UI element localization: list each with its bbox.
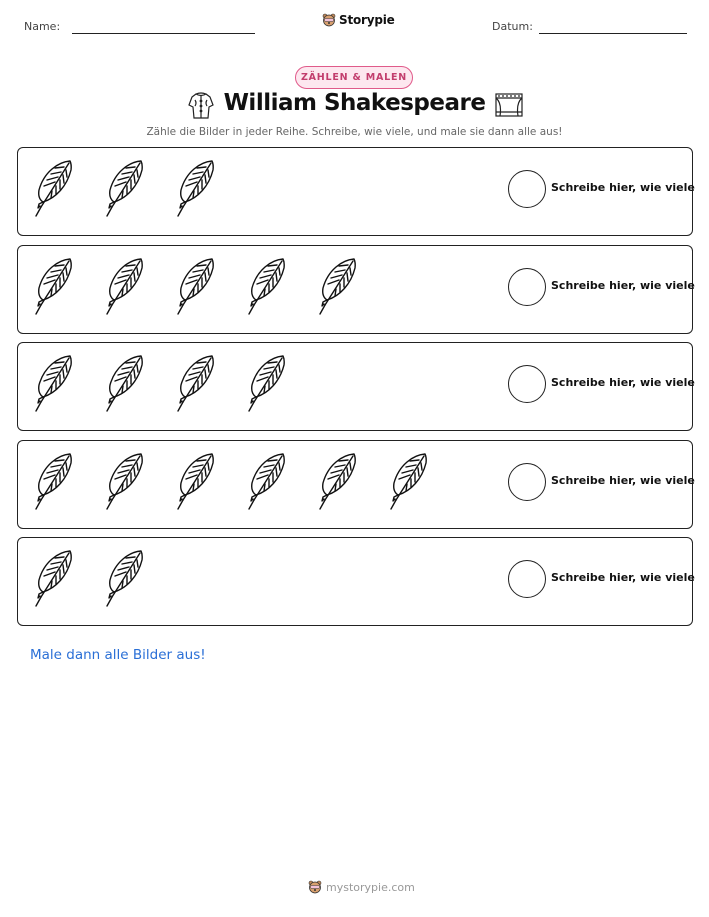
quill-feather-icon[interactable] xyxy=(243,256,287,316)
quill-feather-icon[interactable] xyxy=(30,158,74,218)
answer-label: Schreibe hier, wie viele xyxy=(551,376,695,389)
bear-mascot-icon xyxy=(322,13,336,27)
quill-feather-icon[interactable] xyxy=(172,256,216,316)
quill-feather-icon[interactable] xyxy=(385,451,429,511)
answer-label: Schreibe hier, wie viele xyxy=(551,278,695,292)
quill-feather-icon[interactable] xyxy=(243,451,287,511)
quill-feather-icon[interactable] xyxy=(243,353,287,413)
count-row-4 xyxy=(17,440,693,529)
date-label: Datum: xyxy=(492,20,533,33)
quill-feather-icon[interactable] xyxy=(30,548,74,608)
instructions: Zähle die Bilder in jeder Reihe. Schreibe, wie viele, und male sie dann alle aus! xyxy=(146,126,563,138)
quill-feather-icon[interactable] xyxy=(172,353,216,413)
count-row-1 xyxy=(17,147,693,236)
site-url: mystorypie.com xyxy=(326,880,415,894)
count-row-5 xyxy=(17,537,693,626)
answer-circle[interactable] xyxy=(508,365,546,403)
footer-instruction: Male dann alle Bilder aus! xyxy=(30,647,206,663)
date-line[interactable] xyxy=(539,33,687,34)
answer-circle[interactable] xyxy=(508,170,546,208)
answer-circle[interactable] xyxy=(508,268,546,306)
count-row-3 xyxy=(17,342,693,431)
quill-feather-icon[interactable] xyxy=(314,451,358,511)
answer-circle[interactable] xyxy=(508,560,546,598)
quill-feather-icon[interactable] xyxy=(172,451,216,511)
page-title: William Shakespeare xyxy=(223,90,486,116)
name-line[interactable] xyxy=(72,33,255,34)
quill-feather-icon[interactable] xyxy=(30,256,74,316)
quill-feather-icon[interactable] xyxy=(172,158,216,218)
quill-feather-icon[interactable] xyxy=(101,451,145,511)
answer-label: Schreibe hier, wie viele xyxy=(551,181,695,194)
quill-feather-icon[interactable] xyxy=(30,451,74,511)
brand-name: Storypie xyxy=(339,13,395,27)
quill-feather-icon[interactable] xyxy=(30,353,74,413)
quill-feather-icon[interactable] xyxy=(314,256,358,316)
answer-label: Schreibe hier, wie viele xyxy=(551,473,695,487)
theater-stage-icon xyxy=(494,91,524,119)
quill-feather-icon[interactable] xyxy=(101,256,145,316)
quill-feather-icon[interactable] xyxy=(101,353,145,413)
answer-circle[interactable] xyxy=(508,463,546,501)
answer-label: Schreibe hier, wie viele xyxy=(551,571,695,584)
quill-feather-icon[interactable] xyxy=(101,548,145,608)
count-row-2 xyxy=(17,245,693,334)
brand-logo xyxy=(322,13,395,27)
name-label: Name: xyxy=(24,20,61,33)
quill-feather-icon[interactable] xyxy=(101,158,145,218)
bear-mascot-icon xyxy=(308,880,322,894)
site-footer xyxy=(308,880,415,894)
category-badge: ZÄHLEN & MALEN xyxy=(295,66,413,89)
